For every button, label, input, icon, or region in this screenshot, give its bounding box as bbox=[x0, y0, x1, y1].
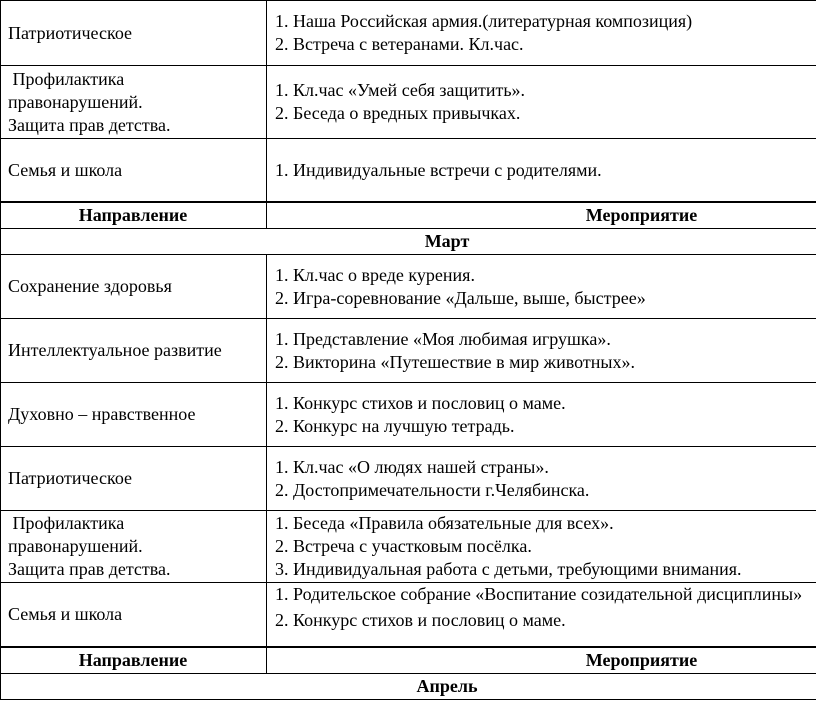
events-cell: 1. Наша Российская армия.(литературная композиция) 2. Встреча с ветеранами. Кл.час. bbox=[275, 11, 693, 54]
events-cell: 1. Кл.час о вреде курения. 2. Игра-соревнование «Дальше, выше, быстрее» bbox=[275, 264, 646, 308]
header-direction: Направление bbox=[78, 205, 188, 225]
events-cell: 1. Индивидуальные встречи с родителями. bbox=[275, 159, 602, 180]
events-cell: 1. Кл.час «О людях нашей страны». 2. Достопримечательности г.Челябинска. bbox=[275, 456, 590, 500]
month-april: Апрель bbox=[416, 676, 478, 696]
direction-cell: Профилактика правонарушений. Защита прав детства. bbox=[8, 513, 171, 579]
header-event: Мероприятие bbox=[585, 205, 698, 225]
events-cell: 1. Беседа «Правила обязательные для всех». 2. Встреча с участковым посёлка. 3. Индивидуальная работа с детьми, требующими внимания. bbox=[275, 513, 742, 579]
events-cell: 1. Конкурс стихов и пословиц о маме. 2. Конкурс на лучшую тетрадь. bbox=[275, 392, 566, 436]
direction-cell: Духовно – нравственное bbox=[8, 404, 196, 424]
direction-cell: Патриотическое bbox=[8, 22, 133, 43]
events-cell: 1. Кл.час «Умей себя защитить». 2. Беседа о вредных привычках. bbox=[275, 80, 526, 123]
events-cell: 1. Родительское собрание «Воспитание созидательной дисциплины» 2. Конкурс стихов и пословиц о маме. bbox=[275, 584, 803, 630]
direction-cell: Семья и школа bbox=[8, 604, 123, 624]
header-direction: Направление bbox=[78, 650, 188, 670]
direction-cell: Патриотическое bbox=[8, 468, 133, 488]
month-march: Март bbox=[424, 231, 470, 251]
col-divider bbox=[266, 254, 267, 673]
direction-cell: Профилактика правонарушений. Защита прав детства. bbox=[8, 68, 171, 135]
direction-cell: Семья и школа bbox=[8, 159, 123, 180]
events-cell: 1. Представление «Моя любимая игрушка». 2. Викторина «Путешествие в мир животных». bbox=[275, 328, 635, 372]
col-divider bbox=[266, 0, 267, 228]
header-event: Мероприятие bbox=[585, 650, 698, 670]
direction-cell: Сохранение здоровья bbox=[8, 276, 172, 296]
direction-cell: Интеллектуальное развитие bbox=[8, 340, 222, 360]
row-divider bbox=[0, 699, 816, 700]
col-divider bbox=[0, 0, 1, 700]
